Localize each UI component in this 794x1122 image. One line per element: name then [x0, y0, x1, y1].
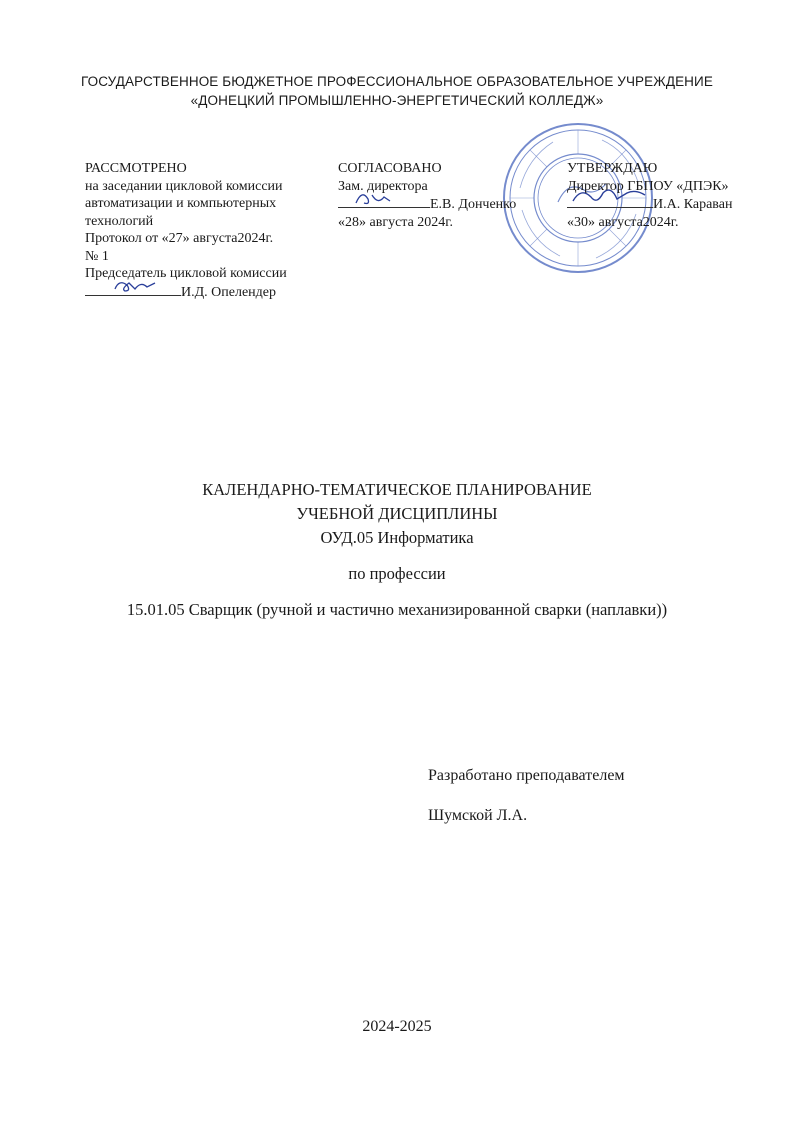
handwritten-signature-icon: [85, 275, 181, 297]
signature-line: [338, 195, 430, 208]
developer-block: [428, 764, 625, 844]
approved-role: Директор ГБПОУ «ДПЭК»: [567, 178, 729, 194]
approved-signer-name: И.А. Караван: [653, 197, 733, 212]
institution-name-line1: ГОСУДАРСТВЕННОЕ БЮДЖЕТНОЕ ПРОФЕССИОНАЛЬНОЕ ОБРАЗОВАТЕЛЬНОЕ УЧРЕЖДЕНИЕ: [81, 74, 713, 89]
reviewed-block: [85, 160, 287, 301]
agreed-signature-row: [338, 195, 516, 214]
agreed-block: [338, 160, 516, 231]
reviewed-protocol-number: № 1: [85, 248, 109, 264]
reviewed-chair-role: Председатель цикловой комиссии: [85, 266, 287, 281]
signature-line: [567, 195, 653, 208]
institution-name-line2: «ДОНЕЦКИЙ ПРОМЫШЛЕННО-ЭНЕРГЕТИЧЕСКИЙ КОЛЛЕДЖ»: [190, 93, 604, 108]
document-title-line2: УЧЕБНОЙ ДИСЦИПЛИНЫ: [296, 504, 498, 523]
institution-header: [0, 72, 794, 110]
handwritten-signature-icon: [338, 187, 430, 209]
agreed-date: «28» августа 2024г.: [338, 214, 453, 230]
agreed-role: Зам. директора: [338, 178, 428, 194]
signature-line: [85, 283, 181, 296]
profession-label: по профессии: [348, 564, 446, 583]
approved-block: [567, 160, 732, 231]
document-title-block: [0, 478, 794, 622]
academic-year: 2024-2025: [362, 1018, 432, 1035]
discipline-name: ОУД.05 Информатика: [320, 528, 474, 547]
reviewed-line: автоматизации и компьютерных: [85, 196, 277, 211]
approved-title: УТВЕРЖДАЮ: [567, 161, 658, 176]
profession-name: 15.01.05 Сварщик (ручной и частично механизированной сварки (наплавки)): [126, 600, 668, 619]
developer-name: Шумской Л.А.: [428, 807, 528, 824]
agreed-title: СОГЛАСОВАНО: [338, 161, 442, 176]
reviewed-protocol: Протокол от «27» августа2024г.: [85, 231, 274, 246]
approved-signature-row: [567, 195, 732, 214]
developer-label: Разработано преподавателем: [428, 767, 625, 784]
handwritten-signature-icon: [567, 183, 653, 209]
document-title-line1: КАЛЕНДАРНО-ТЕМАТИЧЕСКОЕ ПЛАНИРОВАНИЕ: [202, 480, 592, 499]
reviewed-title: РАССМОТРЕНО: [85, 161, 187, 176]
reviewed-signature-row: [85, 283, 287, 302]
agreed-signer-name: Е.В. Донченко: [430, 197, 517, 212]
reviewed-line: технологий: [85, 213, 154, 229]
reviewed-line: на заседании цикловой комиссии: [85, 178, 283, 194]
approved-date: «30» августа2024г.: [567, 214, 679, 230]
reviewed-signer-name: И.Д. Опелендер: [181, 284, 277, 300]
